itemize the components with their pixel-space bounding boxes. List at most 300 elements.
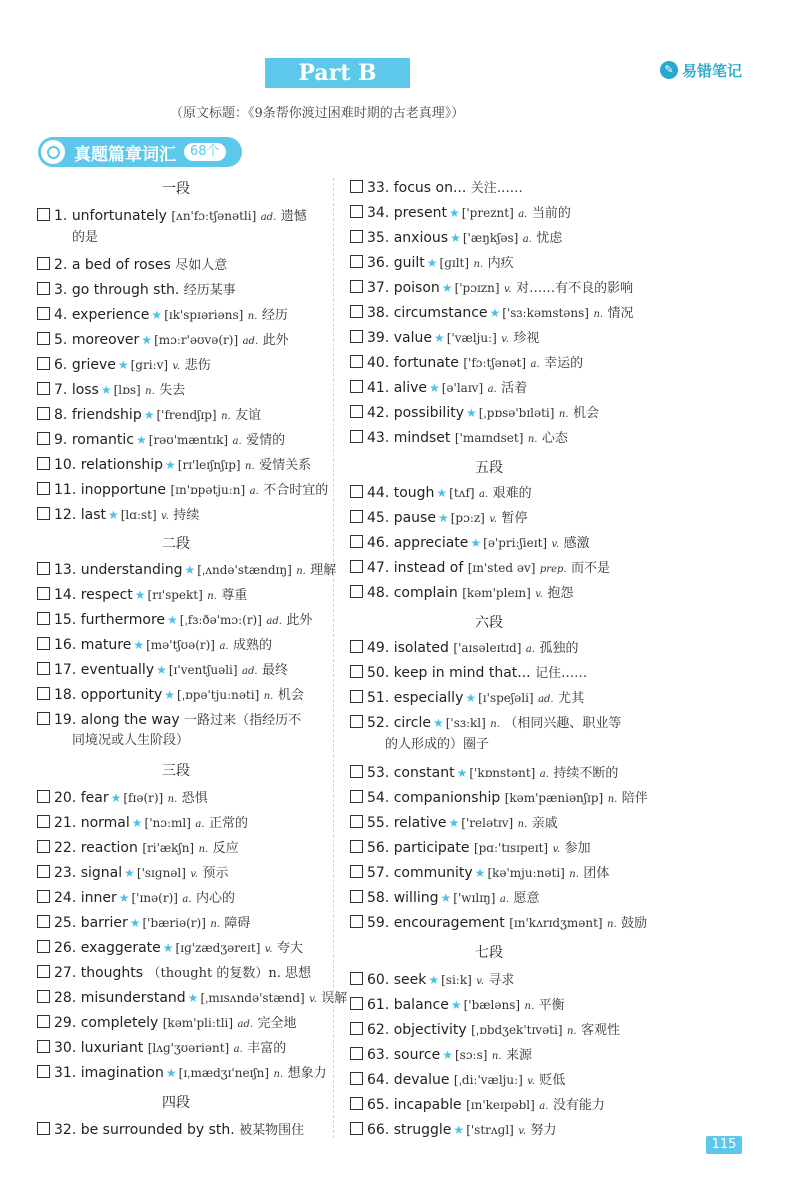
entry-meaning: 陪伴 (621, 791, 648, 806)
entry-phonetic: ['sɪɡnəl] (136, 866, 186, 880)
entry-number: 40. (367, 355, 394, 371)
entry-meaning: 悲伤 (184, 358, 211, 373)
vocab-entry (37, 838, 239, 860)
entry-word: inopportune (80, 482, 166, 498)
vocab-entry (350, 638, 579, 660)
entry-pos: n. (210, 919, 220, 930)
vocab-entry (350, 763, 618, 785)
checkbox-icon (37, 507, 50, 520)
entry-word: fortunate (393, 355, 459, 371)
entry-word: unfortunately (71, 208, 167, 224)
entry-word: misunderstand (80, 990, 186, 1006)
star-icon: ★ (129, 916, 141, 930)
entry-word: fear (80, 790, 109, 806)
entry-number: 52. (367, 715, 394, 731)
entry-meaning: 抱怨 (547, 586, 574, 601)
entry-pos: ad. (237, 1019, 254, 1030)
star-icon: ★ (428, 973, 440, 987)
entry-pos: n. (296, 566, 306, 577)
entry-word: loss (71, 382, 99, 398)
entry-pos: n. (569, 869, 579, 880)
vocab-entry (37, 610, 312, 632)
checkbox-icon (37, 1015, 50, 1028)
star-icon: ★ (442, 1048, 453, 1062)
entry-number: 49. (367, 640, 394, 656)
entry-word: value (393, 330, 432, 346)
entry-phonetic: [ə'laɪv] (441, 381, 484, 395)
entry-number: 46. (367, 535, 394, 551)
vocab-entry (37, 988, 347, 1010)
checkbox-icon (350, 1022, 363, 1035)
star-icon: ★ (184, 563, 196, 577)
star-icon: ★ (432, 716, 444, 730)
checkbox-icon (37, 282, 50, 295)
entry-word: be surrounded by sth. (80, 1122, 235, 1138)
entry-meaning: 心态 (541, 431, 568, 446)
entry-word: guilt (393, 255, 425, 271)
entry-phonetic: ['frendʃɪp] (156, 408, 217, 422)
entry-pos: v. (309, 994, 317, 1005)
checkbox-icon (37, 407, 50, 420)
vocab-entry (37, 660, 288, 682)
search-icon (38, 137, 68, 167)
entry-word: companionship (393, 790, 501, 806)
checkbox-icon (37, 307, 50, 320)
entry-pos: a. (530, 359, 540, 370)
vocab-entry (350, 228, 562, 250)
entry-pos: v. (551, 539, 560, 550)
checkbox-icon (37, 687, 50, 700)
entry-phonetic: ['æŋkʃəs] (462, 231, 519, 245)
entry-pos: n. (245, 461, 255, 472)
star-icon: ★ (165, 458, 176, 472)
section-title: 真题篇章词汇 (74, 144, 176, 165)
vocab-entry (350, 688, 584, 710)
entry-phonetic: [ɡɪlt] (439, 256, 470, 270)
star-icon: ★ (426, 256, 438, 270)
entry-word: objectivity (393, 1022, 467, 1038)
checkbox-icon (37, 482, 50, 495)
entry-word: inner (80, 890, 117, 906)
entry-meaning: 机会 (572, 406, 599, 421)
entry-phonetic: [lɑːst] (120, 508, 157, 522)
entry-word: instead of (393, 560, 464, 576)
star-icon: ★ (141, 333, 153, 347)
entry-meaning: 内疚 (487, 256, 514, 271)
entry-meaning: 努力 (530, 1123, 557, 1138)
entry-word: poison (393, 280, 440, 296)
entry-pos: a. (539, 769, 549, 780)
checkbox-icon (350, 205, 363, 218)
entry-meaning: 此外 (286, 613, 313, 628)
entry-phonetic: ['sɜːkəmstəns] (502, 306, 589, 320)
entry-number: 22. (54, 840, 81, 856)
star-icon: ★ (164, 688, 176, 702)
entry-pos: a. (182, 894, 192, 905)
entry-phonetic: [mə'tʃʊə(r)] (146, 638, 215, 652)
star-icon: ★ (441, 281, 453, 295)
entry-phonetic: ['bæriə(r)] (142, 916, 206, 930)
entry-meaning: 反应 (212, 841, 239, 856)
entry-pos: v. (518, 1126, 526, 1137)
entry-pos: n. (607, 794, 618, 805)
entry-meaning: 丰富的 (247, 1041, 287, 1056)
vocab-entry (350, 788, 648, 810)
checkbox-icon (37, 890, 50, 903)
entry-number: 41. (367, 380, 394, 396)
entry-pos: a. (232, 436, 242, 447)
checkbox-icon (350, 405, 363, 418)
entry-word: appreciate (393, 535, 469, 551)
star-icon: ★ (428, 381, 440, 395)
entry-phonetic: ['relətɪv] (461, 816, 514, 830)
star-icon: ★ (165, 1066, 177, 1080)
vocab-entry (37, 505, 199, 527)
vocab-entry (350, 278, 633, 300)
entry-pos: n. (145, 386, 155, 397)
entry-meaning: 忧虑 (536, 231, 563, 246)
vocab-entry (350, 663, 587, 684)
entry-meaning: 当前的 (531, 206, 571, 221)
checkbox-icon (350, 255, 363, 268)
entry-number: 9. (54, 432, 72, 448)
entry-word: especially (393, 690, 464, 706)
star-icon: ★ (465, 406, 477, 420)
entry-phonetic: [pɔːz] (450, 511, 485, 525)
entry-word: willing (393, 890, 439, 906)
entry-meaning: 孤独的 (539, 641, 579, 656)
entry-number: 37. (367, 280, 394, 296)
entry-number: 51. (367, 690, 394, 706)
entry-pos: ad. (538, 694, 554, 705)
checkbox-icon (37, 357, 50, 370)
star-icon: ★ (448, 816, 460, 830)
entry-meaning: 夸大 (276, 941, 303, 956)
vocab-entry (350, 428, 568, 450)
vocab-entry (350, 533, 590, 555)
checkbox-icon (350, 430, 363, 443)
entry-meaning: 被某物围住 (239, 1123, 305, 1138)
entry-meaning: 珍视 (513, 331, 540, 346)
subtitle: （原文标题：《9条帮你渡过困难时期的古老真理》） (170, 106, 465, 121)
entry-phonetic: [ˌfɜːðə'mɔː(r)] (179, 613, 262, 627)
vocab-entry (37, 206, 307, 248)
checkbox-icon (350, 560, 363, 573)
checkbox-icon (350, 535, 363, 548)
checkbox-icon (37, 1122, 50, 1135)
entry-pos: n. (593, 309, 604, 320)
vocab-entry (350, 888, 540, 910)
entry-phonetic: ['pɔɪzn] (454, 281, 500, 295)
checkbox-icon (350, 765, 363, 778)
entry-number: 54. (367, 790, 394, 806)
entry-number: 5. (54, 332, 72, 348)
entry-word: circumstance (393, 305, 488, 321)
checkbox-icon (350, 280, 363, 293)
vocab-entry (37, 963, 311, 984)
entry-word: along the way (80, 712, 180, 728)
entry-word: relative (393, 815, 447, 831)
entry-phonetic: [kəm'pliːtli] (162, 1016, 234, 1030)
entry-pos: n. (198, 844, 209, 855)
entry-phonetic: ['preznt] (461, 206, 514, 220)
entry-number: 17. (54, 662, 81, 678)
entry-word: pause (393, 510, 436, 526)
star-icon: ★ (167, 613, 178, 627)
entry-meaning: 内心的 (195, 891, 235, 906)
entry-phonetic: [ˌɒpə'tjuːnəti] (177, 688, 260, 702)
entry-meaning: 鼓励 (621, 916, 648, 931)
entry-pos: v. (501, 334, 509, 345)
vocab-entry (37, 1013, 297, 1035)
entry-pos: v. (190, 869, 199, 880)
entry-pos: ad. (242, 336, 259, 347)
star-icon: ★ (489, 306, 501, 320)
entry-number: 53. (367, 765, 394, 781)
entry-number: 48. (367, 585, 394, 601)
entry-number: 65. (367, 1097, 394, 1113)
checkbox-icon (350, 305, 363, 318)
entry-pos: n. (491, 1051, 502, 1062)
entry-word: thoughts (80, 965, 144, 981)
entry-pos: n. (247, 311, 258, 322)
entry-word: encouragement (393, 915, 505, 931)
checkbox-icon (350, 1122, 363, 1135)
entry-number: 18. (54, 687, 81, 703)
entry-phonetic: [ˌʌndə'stændɪŋ] (197, 563, 292, 577)
vocab-entry (350, 1020, 620, 1042)
entry-meaning: 失去 (159, 383, 186, 398)
entry-phonetic: [ɪ'ventʃuəli] (168, 663, 238, 677)
entry-meaning: 愿意 (513, 891, 540, 906)
entry-word: possibility (393, 405, 464, 421)
entry-number: 7. (54, 382, 72, 398)
vocab-entry (350, 403, 599, 425)
vocab-entry (350, 1095, 605, 1117)
brand (660, 58, 742, 82)
entry-number: 32. (54, 1122, 81, 1138)
entry-number: 64. (367, 1072, 394, 1088)
paragraph-label: 五段 (475, 460, 503, 476)
entry-pos: n. (524, 1001, 535, 1012)
checkbox-icon (350, 485, 363, 498)
star-icon: ★ (133, 638, 145, 652)
entry-meaning: 遗憾 (280, 209, 307, 224)
entry-pos: v. (172, 361, 181, 372)
entry-phonetic: [rəʊ'mæntɪk] (148, 433, 229, 447)
entry-meaning: 完全地 (257, 1016, 297, 1031)
entry-number: 26. (54, 940, 81, 956)
entry-number: 2. (54, 257, 72, 273)
entry-pos: a. (522, 234, 532, 245)
vocab-entry (350, 203, 571, 225)
star-icon: ★ (450, 998, 462, 1012)
entry-pos: v. (535, 589, 543, 600)
vocab-entry (37, 813, 248, 835)
star-icon: ★ (440, 891, 452, 905)
entry-phonetic: ['væljuː] (446, 331, 497, 345)
entry-word: participate (393, 840, 470, 856)
entry-number: 31. (54, 1065, 81, 1081)
star-icon: ★ (124, 866, 135, 880)
entry-phonetic: [ɪn'ɒpətjuːn] (170, 483, 246, 497)
entry-pos: ad. (266, 616, 282, 627)
vocab-entry (37, 330, 289, 352)
vocab-entry (350, 508, 527, 530)
entry-number: 55. (367, 815, 394, 831)
entry-phonetic: [ʌn'fɔːtʃənətli] (171, 209, 257, 223)
vocab-entry (37, 305, 288, 327)
vocab-entry (350, 583, 573, 605)
entry-word: friendship (71, 407, 142, 423)
paragraph-label: 三段 (162, 763, 190, 779)
entry-word: balance (393, 997, 449, 1013)
entry-meaning: 尤其 (558, 691, 585, 706)
entry-word: isolated (393, 640, 449, 656)
checkbox-icon (350, 510, 363, 523)
entry-word: imagination (80, 1065, 164, 1081)
paragraph-label: 二段 (162, 536, 190, 552)
vocab-entry (350, 838, 591, 860)
entry-word: signal (80, 865, 123, 881)
entry-phonetic: [rɪ'leɪʃnʃɪp] (177, 458, 241, 472)
vocab-entry (37, 480, 328, 502)
entry-pos: v. (527, 1076, 535, 1087)
star-icon: ★ (107, 508, 119, 522)
star-icon: ★ (131, 816, 143, 830)
star-icon: ★ (162, 941, 174, 955)
entry-word: understanding (80, 562, 183, 578)
entry-meaning: 参加 (564, 841, 591, 856)
vocab-entry (37, 685, 304, 707)
entry-word: struggle (393, 1122, 452, 1138)
entry-pos: n. (558, 409, 569, 420)
entry-number: 56. (367, 840, 394, 856)
entry-word: seek (393, 972, 427, 988)
star-icon: ★ (453, 1123, 465, 1137)
entry-meaning: （相同兴趣、职业等 (504, 716, 622, 731)
entry-number: 47. (367, 560, 394, 576)
checkbox-icon (350, 690, 363, 703)
vocab-entry (350, 1120, 556, 1142)
entry-pos: a. (249, 486, 259, 497)
brand-logo-icon: ✎ (660, 61, 678, 79)
entry-phonetic: [ɪ'speʃəli] (478, 691, 534, 705)
entry-pos: a. (525, 644, 536, 655)
entry-pos: v. (552, 844, 561, 855)
vocab-entry (37, 938, 303, 960)
entry-pos: n. (473, 259, 484, 270)
entry-pos: n. (167, 794, 178, 805)
entry-pos: a. (219, 641, 229, 652)
entry-phonetic: [griːv] (130, 358, 169, 372)
vocab-entry (37, 455, 311, 477)
entry-phonetic: [kə'mjuːnəti] (487, 866, 565, 880)
entry-word: luxuriant (80, 1040, 144, 1056)
entry-number: 30. (54, 1040, 81, 1056)
entry-number: 11. (54, 482, 81, 498)
star-icon: ★ (156, 663, 167, 677)
entry-word: romantic (71, 432, 134, 448)
entry-number: 45. (367, 510, 394, 526)
entry-meaning: 活着 (501, 381, 528, 396)
checkbox-icon (37, 1040, 50, 1053)
checkbox-icon (350, 230, 363, 243)
entry-word: grieve (71, 357, 116, 373)
entry-number: 20. (54, 790, 81, 806)
entry-word: devalue (393, 1072, 450, 1088)
vocab-entry (350, 863, 609, 885)
vocab-entry (37, 560, 336, 582)
entry-meaning: 预示 (202, 866, 229, 881)
checkbox-icon (37, 637, 50, 650)
checkbox-icon (350, 640, 363, 653)
entry-pos: n. (607, 919, 617, 930)
vocab-entry (37, 788, 208, 810)
count-badge: 68个 (184, 143, 226, 161)
entry-number: 57. (367, 865, 394, 881)
checkbox-icon (37, 382, 50, 395)
star-icon: ★ (437, 511, 449, 525)
vocab-entry (37, 888, 235, 910)
entry-number: 3. (54, 282, 72, 298)
entry-word: a bed of roses (71, 257, 171, 273)
star-icon: ★ (143, 408, 155, 422)
entry-word: moreover (71, 332, 140, 348)
checkbox-icon (350, 997, 363, 1010)
entry-word: incapable (393, 1097, 462, 1113)
vocab-entry (350, 913, 647, 935)
vocab-entry (350, 483, 532, 505)
checkbox-icon (37, 712, 50, 725)
entry-meaning: 记住…… (535, 666, 588, 681)
vocab-entry (37, 355, 211, 377)
entry-pos: v. (161, 511, 169, 522)
checkbox-icon (350, 1097, 363, 1110)
entry-pos: n. (490, 719, 500, 730)
entry-meaning: 机会 (277, 688, 304, 703)
star-icon: ★ (470, 536, 482, 550)
entry-phonetic: ['bæləns] (463, 998, 521, 1012)
entry-word: alive (393, 380, 427, 396)
entry-pos: prep. (539, 564, 567, 575)
entry-meaning: 贬低 (539, 1073, 566, 1088)
entry-phonetic: [mɔːr'əʊvə(r)] (154, 333, 239, 347)
entry-meaning: 恐惧 (181, 791, 208, 806)
checkbox-icon (350, 915, 363, 928)
entry-meaning: 幸运的 (544, 356, 584, 371)
checkbox-icon (37, 257, 50, 270)
entry-pos: n. (517, 819, 528, 830)
entry-phonetic: ['ɪnə(r)] (131, 891, 178, 905)
paragraph-label: 七段 (475, 945, 503, 961)
entry-meaning: 持续 (173, 508, 200, 523)
paragraph-label: 一段 (162, 181, 190, 197)
entry-meaning: 一路过来（指经历不 (184, 713, 302, 728)
entry-phonetic: [ɪˌmædʒɪ'neɪʃn] (178, 1066, 270, 1080)
entry-word: respect (80, 587, 133, 603)
entry-word: circle (393, 715, 431, 731)
checkbox-icon (350, 890, 363, 903)
entry-number: 16. (54, 637, 81, 653)
entry-phonetic: [kəm'pæniənʃɪp] (504, 791, 604, 805)
entry-phonetic: [ˌpɒsə'bɪləti] (478, 406, 555, 420)
entry-number: 19. (54, 712, 81, 728)
star-icon: ★ (450, 231, 461, 245)
star-icon: ★ (456, 766, 468, 780)
entry-meaning: 障碍 (224, 916, 251, 931)
entry-word: keep in mind that... (393, 665, 531, 681)
